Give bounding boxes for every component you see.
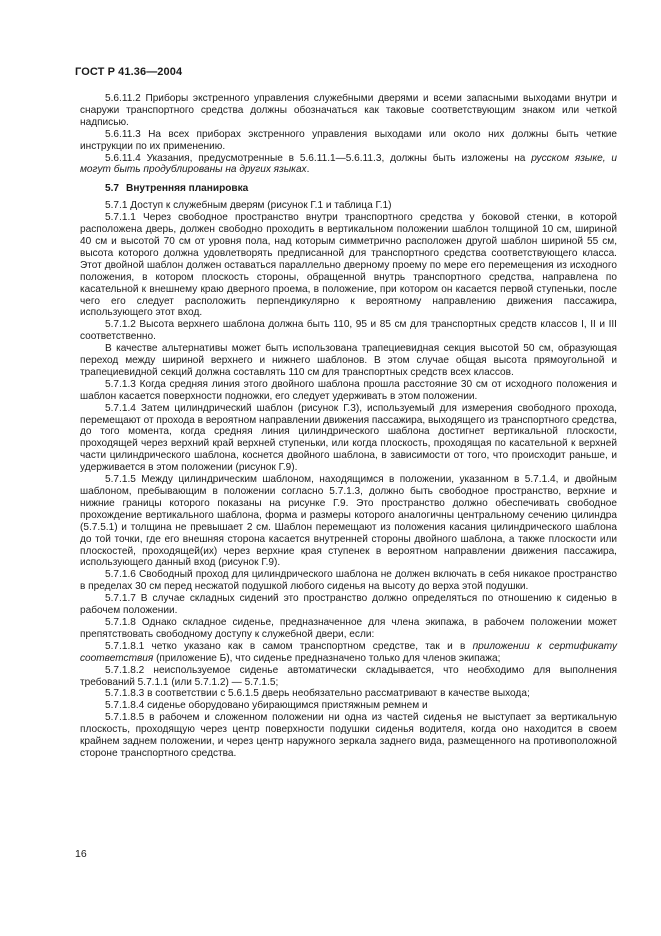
paragraph-5-7-1-8: 5.7.1.8 Однако складное сиденье, предназначенное для члена экипажа, в рабочем положении может препятствовать свободному доступу к служебной двери, если:: [80, 616, 617, 640]
document-body: [80, 93, 617, 760]
paragraph-text-end: (приложение Б), что сиденье предназначено только для членов экипажа;: [153, 652, 501, 664]
paragraph-5-7-1-7: 5.7.1.7 В случае складных сидений это пространство должно определяться по отношению к сиденью в рабочем положении.: [80, 593, 617, 617]
italic-fragment: приложении к сертификату соответствия: [80, 640, 617, 664]
paragraph-5-7-1-2: 5.7.1.2 Высота верхнего шаблона должна быть 110, 95 и 85 см для транспортных средств классов I, II и III соответственно.: [80, 319, 617, 343]
page-number: 16: [75, 848, 87, 860]
paragraph-5-7-1: 5.7.1 Доступ к служебным дверям (рисунок Г.1 и таблица Г.1): [105, 200, 392, 212]
section-title: Внутренняя планировка: [126, 183, 249, 195]
paragraph-5-7-1-8-4: 5.7.1.8.4 сиденье оборудовано убирающимся пристяжным ремнем и: [105, 700, 428, 712]
paragraph-5-7-1-5: 5.7.1.5 Между цилиндрическим шаблоном, находящимся в положении, указанном в 5.7.1.4, и двойным шаблоном, пребывающим в положении согласно 5.7.1.3, должно быть свободное пространство, верхние и нижние границы которого показаны на рисунке Г.9. Это пространство должно обеспечивать свободное прохождение вертикального шаблона, форма и размеры которого аналогичны центральному сечению цилиндра (5.7.5.1) и толщина не превышает 2 см. Шаблон перемещают из положения касания цилиндрического шаблона до той точки, где его внешняя сторона касается внутренней стороны двойного шаблона, а также плоскости или плоскостей, проходящей(их) через верхние края ступенек в вероятном направлении движения пассажира, использующего данный вход (рисунок Г.9).: [80, 474, 617, 569]
paragraph-5-7-1-1: 5.7.1.1 Через свободное пространство внутри транспортного средства у боковой стенки, в которой расположена дверь, должен свободно проходить в вертикальном положении шаблон толщиной 10 см, шириной 40 см и высотой 70 см от уровня пола, над которым симметрично расположен другой шаблон шириной 55 см, высота которого должна удовлетворять предписанной для транспортного средства соответствующего класса. Этот двойной шаблон должен оставаться параллельно дверному проему по мере его перемещения из исходного положения, в котором плоскость стороны, обращенной внутрь транспортного средства, направлена по касательной к внешнему краю дверного проема, в положение, при котором он касается первой ступеньки, после чего его следует расположить перпендикулярно к вероятному направлению движения пассажира, использующего этот вход.: [80, 212, 617, 319]
paragraph-5-7-1-4: 5.7.1.4 Затем цилиндрический шаблон (рисунок Г.3), используемый для измерения свободного прохода, перемещают от прохода в вероятном направлении движения пассажира, выходящего из транспортного средства, до того момента, когда средняя линия цилиндрического шаблона достигнет вертикальной плоскости, проходящей через верхний край верхней ступеньки, или когда плоскость, проходящая по касательной к верхней части цилиндрического шаблона, коснется двойного шаблона, в зависимости от того, что происходит раньше, и удерживается в этом положении (рисунок Г.9).: [80, 402, 617, 474]
section-heading: [80, 183, 617, 195]
paragraph-alternative: В качестве альтернативы может быть использована трапециевидная секция высотой 50 см, образующая переход между шириной верхнего и нижнего шаблонов. В этом случае общая высота прямоугольной и трапециевидной секций должна составлять 110 см для транспортных средств всех классов.: [80, 343, 617, 378]
paragraph-text: 5.6.11.4 Указания, предусмотренные в 5.6.11.1—5.6.11.3, должны быть изложены на: [105, 152, 532, 164]
paragraph-5-7-1-6: 5.7.1.6 Свободный проход для цилиндрического шаблона не должен включать в себя никакое пространство в пределах 30 см перед несжатой подушкой любого сиденья на высоту до верха этой подушки.: [80, 569, 617, 593]
paragraph-5-7-1-8-3: 5.7.1.8.3 в соответствии с 5.6.1.5 дверь необязательно рассматривают в качестве выхода;: [105, 688, 530, 700]
paragraph-text-end: .: [306, 164, 310, 176]
paragraph-5-7-1-8-2: 5.7.1.8.2 неиспользуемое сиденье автоматически складывается, что необходимо для выполнения требований 5.7.1.1 (или 5.7.1.2) — 5.7.1.5;: [80, 664, 617, 688]
paragraph-5-6-11-3: 5.6.11.3 На всех приборах экстренного управления выходами или около них должны быть четкие инструкции по их применению.: [80, 128, 617, 152]
document-header: ГОСТ Р 41.36—2004: [75, 66, 183, 78]
paragraph-5-7-1-3: 5.7.1.3 Когда средняя линия этого двойного шаблона прошла расстояние 30 см от исходного положения и шаблон касается поверхности подножки, его следует удерживать в этом положении.: [80, 378, 617, 402]
section-number: 5.7: [105, 183, 120, 195]
paragraph-5-7-1-8-1: [80, 641, 617, 665]
paragraph-5-6-11-4: [80, 153, 617, 177]
paragraph-5-6-11-2: 5.6.11.2 Приборы экстренного управления служебными дверями и всеми запасными выходами внутри и снаружи транспортного средства должны обозначаться как таковые соответствующим знаком или четкой надписью.: [80, 93, 617, 128]
paragraph-text: 5.7.1.8.1 четко указано как в самом транспортном средстве, так и в: [105, 640, 473, 652]
paragraph-5-7-1-8-5: 5.7.1.8.5 в рабочем и сложенном положении ни одна из частей сиденья не выступает за вертикальную плоскость, проходящую через центр поверхности подушки сиденья водителя, когда оно находится в своем крайнем заднем положении, и через центр наружного зеркала заднего вида, размещенного на противоположной стороне транспортного средства.: [80, 712, 617, 759]
italic-fragment: русском языке, и могут быть продублированы на других языках: [80, 152, 618, 176]
